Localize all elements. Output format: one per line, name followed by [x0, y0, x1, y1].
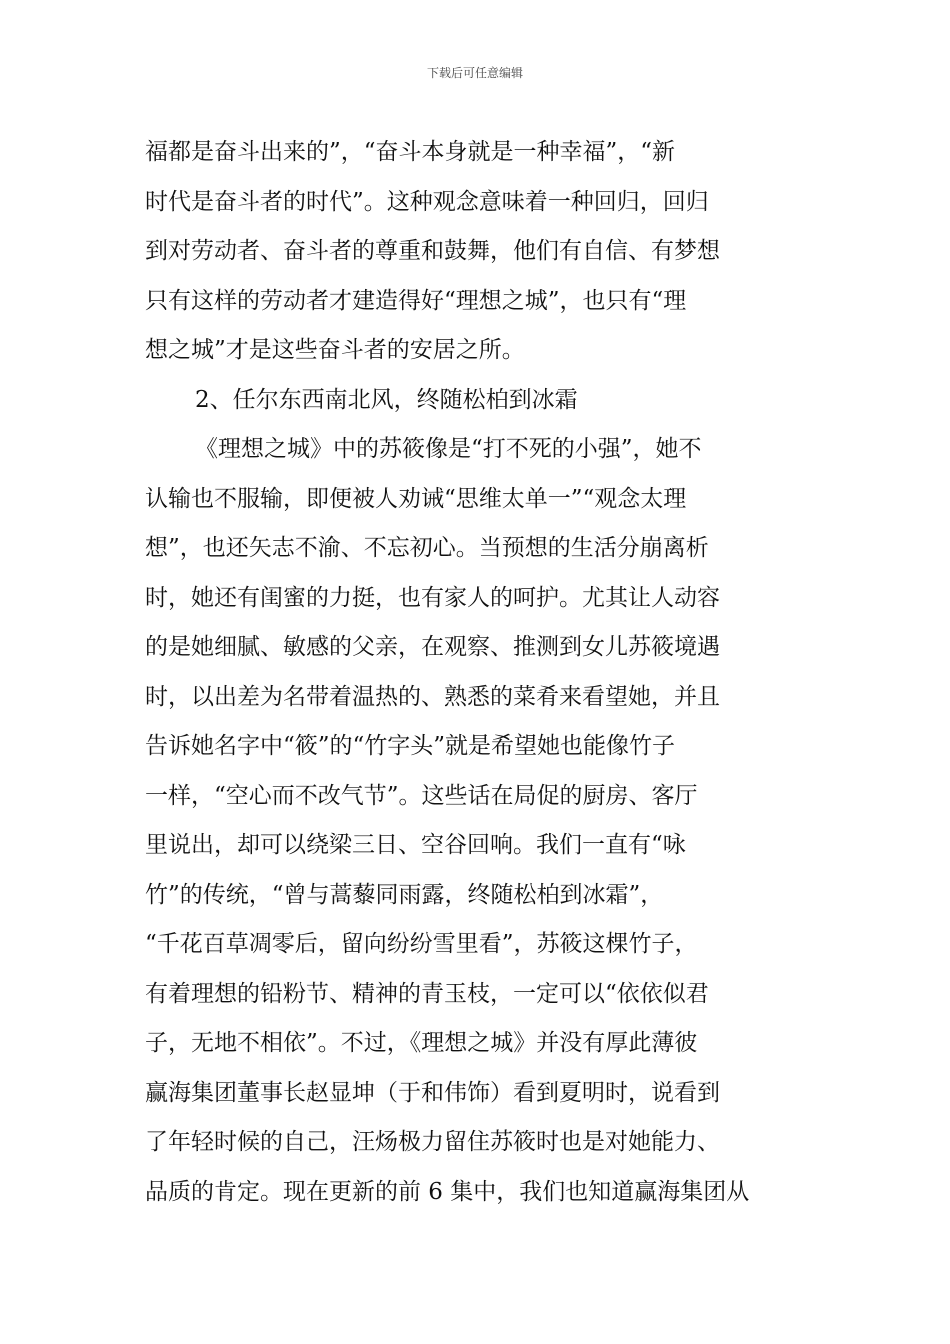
text-line: 到对劳动者、奋斗者的尊重和鼓舞，他们有自信、有梦想 — [145, 238, 720, 264]
page-header: 下载后可任意编辑 — [426, 66, 523, 80]
text-line: 想之城”才是这些奋斗者的安居之所。 — [145, 337, 525, 363]
section-heading: 2、任尔东西南北风，终随松柏到冰霜 — [195, 386, 578, 413]
document-body — [145, 128, 825, 1217]
text-line: 一样，“空心而不改气节”。这些话在局促的厨房、客厅 — [145, 782, 698, 809]
text-line: 想”，也还矢志不渝、不忘初心。当预想的生活分崩离析 — [145, 535, 709, 561]
text-line: 时，以出差为名带着温热的、熟悉的菜肴来看望她，并且 — [145, 683, 720, 710]
text-line: 里说出，却可以绕梁三日、空谷回响。我们一直有“咏 — [145, 832, 686, 858]
text-line: “千花百草凋零后，留向纷纷雪里看”，苏筱这棵竹子， — [145, 931, 698, 957]
text-line: 时代是奋斗者的时代”。这种观念意味着一种回归，回归 — [145, 188, 709, 215]
text-line: 赢海集团董事长赵显坤（于和伟饰）看到夏明时，说看到 — [145, 1079, 720, 1106]
text-line: 《理想之城》中的苏筱像是“打不死的小强”，她不 — [195, 436, 702, 462]
text-line: 认输也不服输，即便被人劝诫“思维太单一”“观念太理 — [145, 485, 687, 512]
text-line: 品质的肯定。现在更新的前 6 集中，我们也知道赢海集团从 — [145, 1178, 750, 1205]
text-line: 告诉她名字中“筱”的“竹字头”就是希望她也能像竹子 — [145, 733, 676, 759]
text-line: 子，无地不相依”。不过，《理想之城》并没有厚此薄彼 — [145, 1030, 698, 1056]
text-line: 时，她还有闺蜜的力挺，也有家人的呵护。尤其让人动容 — [145, 584, 720, 611]
text-line: 只有这样的劳动者才建造得好“理想之城”，也只有“理 — [145, 287, 687, 314]
text-line: 福都是奋斗出来的”，“奋斗本身就是一种幸福”，“新 — [145, 139, 676, 165]
text-line: 的是她细腻、敏感的父亲，在观察、推测到女儿苏筱境遇 — [145, 634, 720, 660]
text-line: 了年轻时候的自己，汪炀极力留住苏筱时也是对她能力、 — [145, 1129, 720, 1155]
text-line: 有着理想的铅粉节、精神的青玉枝，一定可以“依依似君 — [145, 980, 709, 1007]
text-line: 竹”的传统，“曾与蒿藜同雨露，终随松柏到冰霜”， — [145, 881, 664, 908]
